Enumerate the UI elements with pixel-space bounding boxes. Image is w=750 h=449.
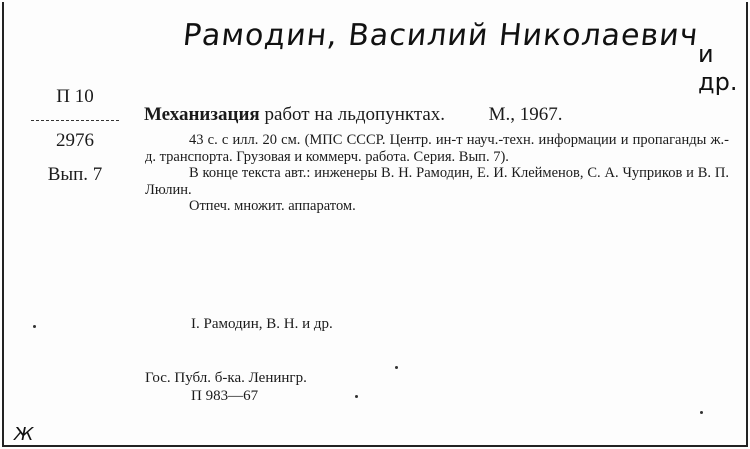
record-title: [144, 104, 562, 126]
library-name: Гос. Публ. б-ка. Ленингр.: [145, 370, 307, 386]
description-authors-note: В конце текста авт.: инженеры В. Н. Рамодин, Е. И. Клейменов, С. А. Чуприков и В. П. Люлин.: [145, 165, 729, 198]
description-collation: 43 с. с илл. 20 см. (МПС СССР. Центр. ин-т науч.-техн. информации и пропаганды ж.-д. транспорта. Грузовая и коммерч. работа. Серия. Вып. 7).: [145, 132, 729, 165]
speck: [33, 325, 36, 328]
speck: [395, 366, 398, 369]
call-number-line2: 2976: [56, 130, 94, 151]
tracing: I. Рамодин, В. Н. и др.: [191, 316, 333, 332]
margin-mark: Ж: [14, 424, 34, 445]
title-rest: работ на льдопунктах.: [264, 104, 446, 125]
handwritten-author: Рамодин, Василий Николаевич: [181, 18, 701, 53]
call-number-divider: [31, 120, 119, 121]
title-place-year: М., 1967.: [488, 104, 563, 125]
title-main: Механизация: [144, 104, 260, 125]
handwritten-extra: и др.: [698, 40, 738, 96]
record-description: [145, 132, 729, 215]
description-printing-note: Отпеч. множит. аппаратом.: [189, 198, 356, 214]
speck: [700, 411, 703, 414]
call-number-line3: Вып. 7: [47, 164, 103, 185]
order-number: П 983—67: [191, 388, 259, 404]
call-number-line1: П 10: [56, 86, 94, 107]
speck: [355, 395, 358, 398]
